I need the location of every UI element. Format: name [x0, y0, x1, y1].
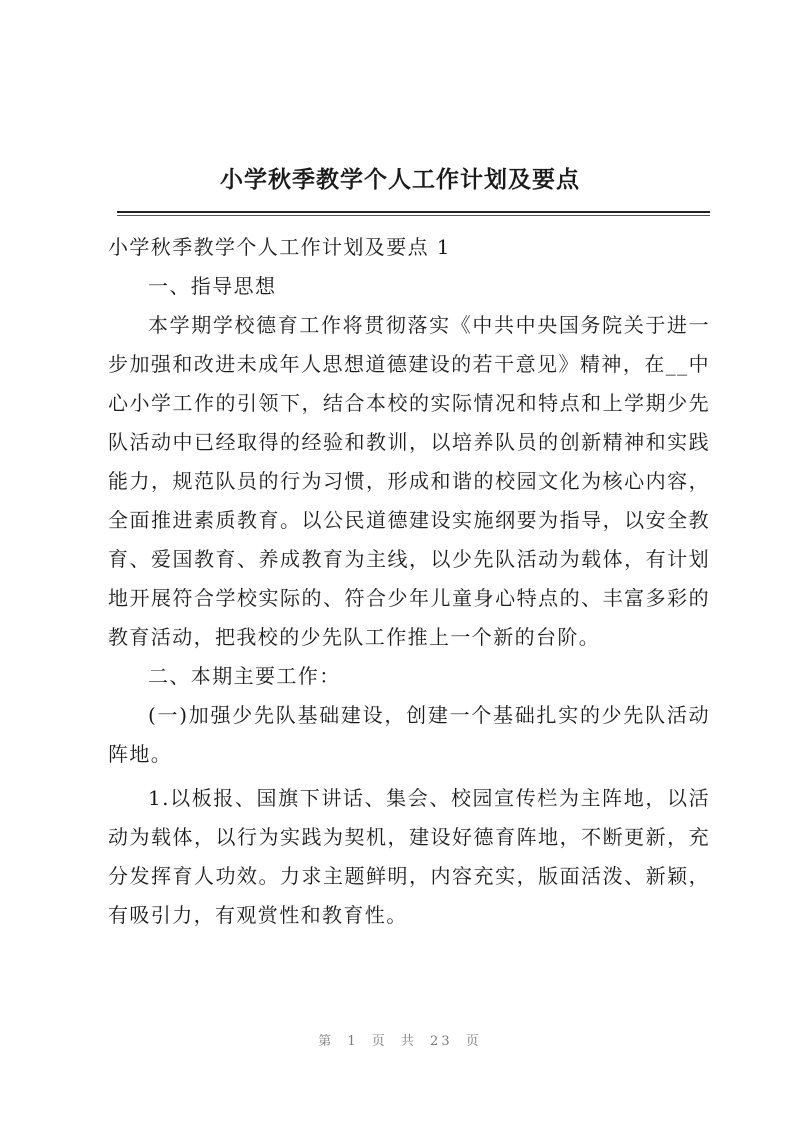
document-body [108, 228, 710, 935]
heading-main-work: 二、本期主要工作： [148, 664, 341, 688]
title-divider-thin [117, 215, 710, 216]
heading-guiding-ideology: 一、指导思想 [148, 274, 277, 298]
title-divider [117, 211, 710, 213]
paragraph-item-1: 1.以板报、国旗下讲话、集会、校园宣传栏为主阵地，以活动为载体，以行为实践为契机，建设好德育阵地，不断更新，充分发挥育人功效。力求主题鲜明，内容充实，版面活泼、新颖，有吸引力，有观赏性和教育性。 [108, 786, 710, 927]
document-title: 小学秋季教学个人工作计划及要点 [220, 166, 580, 193]
page-footer: 第 1 页 共 23 页 [318, 1034, 482, 1049]
section-title: 小学秋季教学个人工作计划及要点 1 [108, 235, 451, 259]
paragraph-strengthen-foundation: (一)加强少先队基础建设，创建一个基础扎实的少先队活动阵地。 [108, 703, 710, 766]
paragraph-guiding-ideology: 本学期学校德育工作将贯彻落实《中共中央国务院关于进一步加强和改进未成年人思想道德建设的若干意见》精神，在__中心小学工作的引领下，结合本校的实际情况和特点和上学期少先队活动中已经取得的经验和教训，以培养队员的创新精神和实践能力，规范队员的行为习惯，形成和谐的校园文化为核心内容，全面推进素质教育。以公民道德建设实施纲要为指导，以安全教育、爱国教育、养成教育为主线，以少先队活动为载体，有计划地开展符合学校实际的、符合少年儿童身心特点的、丰富多彩的教育活动，把我校的少先队工作推上一个新的台阶。 [108, 313, 710, 649]
